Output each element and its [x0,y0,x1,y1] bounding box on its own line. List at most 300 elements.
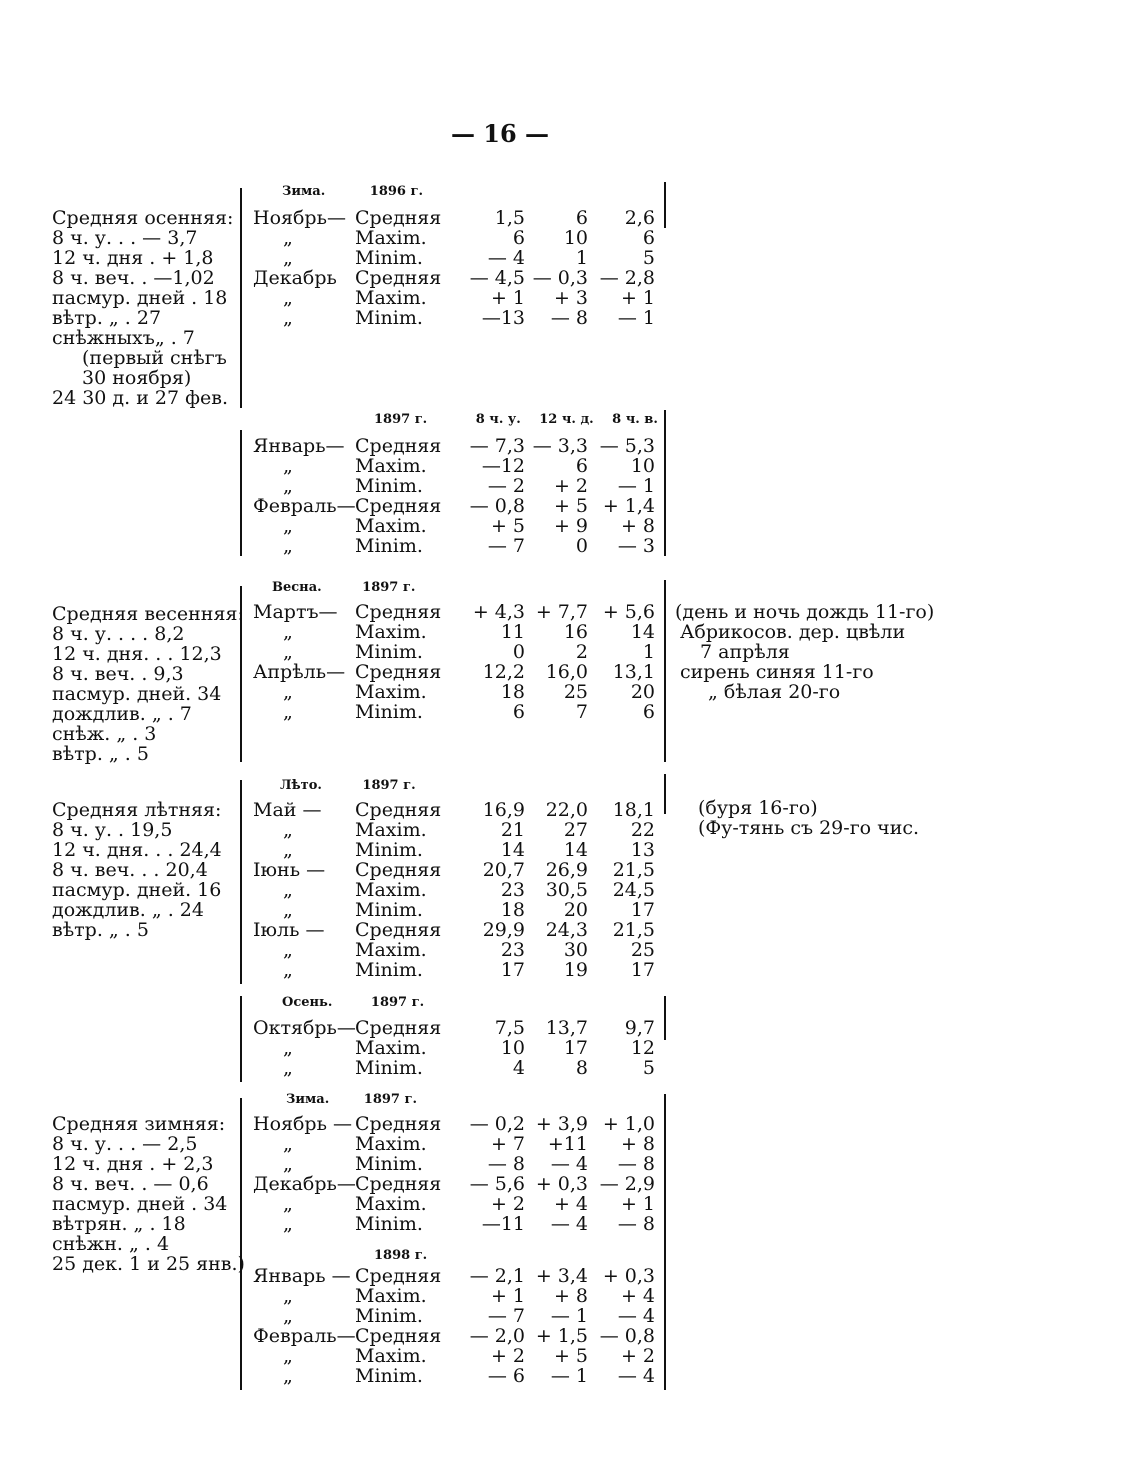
summer-note: (буря 16-го) [698,797,818,819]
noon-value: 7 [575,701,588,723]
summary-line: 25 дек. 1 и 25 янв.) [52,1253,245,1275]
evening-value: — 0,8 [599,1325,655,1347]
summary-line: 8 ч. у. . . . 8,2 [52,623,185,645]
evening-value: 14 [630,621,655,643]
month-cell: Февраль— [253,495,356,517]
noon-value: — 4 [550,1213,588,1235]
table-row [0,797,1140,821]
table-row [0,1154,1140,1174]
month-cell: „ [283,1193,293,1215]
month-cell: „ [283,701,293,723]
summary-line: снѣж. „ . 3 [52,723,157,745]
year-label: 1898 г. [374,1248,428,1263]
table-row [0,1366,1140,1386]
summary-line: дождлив. „ . 7 [52,703,192,725]
stat-cell: Средняя [355,267,442,289]
morning-value: + 2 [490,1345,525,1367]
morning-value: — 5,6 [469,1173,525,1195]
noon-value: 19 [563,959,588,981]
stat-cell: Средняя [355,207,442,229]
month-cell: Январь — [253,1265,351,1287]
noon-value: — 4 [550,1153,588,1175]
summary-line: 8 ч. веч. . 9,3 [52,663,184,685]
page-number: — 16 — [450,119,550,148]
morning-value: — 0,8 [469,495,525,517]
month-cell: Іюнь — [253,859,326,881]
stat-cell: Minim. [355,1057,423,1079]
morning-value: — 7,3 [469,435,525,457]
evening-value: + 1 [620,287,655,309]
noon-value: + 3,9 [535,1113,588,1135]
section-header [374,410,658,430]
table-row [0,288,1140,308]
month-cell: Май — [253,799,322,821]
morning-value: 21 [500,819,525,841]
morning-value: 23 [500,939,525,961]
stat-cell: Maxim. [355,1345,427,1367]
morning-value: — 2 [487,475,525,497]
morning-value: + 1 [490,1285,525,1307]
month-cell: „ [283,1133,293,1155]
stat-cell: Средняя [355,799,442,821]
stat-cell: Maxim. [355,819,427,841]
evening-value: — 2,9 [599,1173,655,1195]
noon-value: 16,0 [545,661,588,683]
summary-line: снѣжныхъ„ . 7 [52,327,195,349]
stat-cell: Maxim. [355,1133,427,1155]
section-header [282,993,424,1013]
stat-cell: Maxim. [355,287,427,309]
morning-value: 7,5 [494,1017,525,1039]
morning-value: —11 [481,1213,525,1235]
month-cell: Февраль— [253,1325,356,1347]
month-cell: „ [283,1305,293,1327]
summary-line: 12 ч. дня . + 2,3 [52,1153,214,1175]
summary-line: вѣтр. „ . 5 [52,743,149,765]
table-row [0,1194,1140,1214]
noon-value: — 1 [550,1365,588,1387]
morning-value: — 7 [487,535,525,557]
month-cell: Январь— [253,435,345,457]
noon-value: 2 [575,641,588,663]
morning-value: —12 [481,455,525,477]
table-row [0,1286,1140,1306]
month-cell: „ [283,939,293,961]
morning-value: — 6 [487,1365,525,1387]
morning-value: + 4,3 [472,601,525,623]
stat-cell: Minim. [355,1305,423,1327]
summary-line: 12 ч. дня . + 1,8 [52,247,214,269]
noon-value: + 0,3 [535,1173,588,1195]
spring-note: 7 апрѣля [700,641,790,663]
evening-value: + 1,0 [602,1113,655,1135]
summary-line: пасмур. дней . 34 [52,1193,228,1215]
evening-value: + 5,6 [602,601,655,623]
morning-value: + 5 [490,515,525,537]
month-cell: Апрѣль— [253,661,346,683]
column-header-evening: 8 ч. в. [612,412,658,427]
month-cell: „ [283,1153,293,1175]
table-row [0,248,1140,268]
month-cell: „ [283,227,293,249]
summary-line: Средняя весенняя: [52,603,244,625]
summer-note: (Фу-тянь съ 29-го чис. [698,817,920,839]
evening-value: — 1 [617,307,655,329]
evening-value: 18,1 [612,799,655,821]
table-row [0,880,1140,900]
evening-value: 10 [630,455,655,477]
stat-cell: Minim. [355,899,423,921]
evening-value: 22 [630,819,655,841]
month-cell: Декабрь— [253,1173,356,1195]
stat-cell: Minim. [355,307,423,329]
stat-cell: Maxim. [355,515,427,537]
morning-value: 1,5 [494,207,525,229]
table-row [0,621,1140,645]
table-row [0,456,1140,476]
summary-line: снѣжн. „ . 4 [52,1233,170,1255]
season-label: Осень. [282,995,333,1010]
table-row [0,208,1140,228]
table-row [0,1114,1140,1134]
evening-value: 24,5 [612,879,655,901]
noon-value: 22,0 [545,799,588,821]
table-row [0,308,1140,328]
evening-value: — 5,3 [599,435,655,457]
table-row [0,940,1140,960]
noon-value: +11 [547,1133,588,1155]
column-header-morning: 8 ч. у. [475,412,521,427]
morning-value: —13 [481,307,525,329]
noon-value: + 3,4 [535,1265,588,1287]
month-cell: „ [283,839,293,861]
spring-note: „ бѣлая 20-го [708,681,841,703]
section-header [280,776,416,796]
month-cell: „ [283,535,293,557]
noon-value: 0 [575,535,588,557]
month-cell: „ [283,515,293,537]
year-label: 1896 г. [369,184,423,199]
summary-line: Средняя зимняя: [52,1113,226,1135]
stat-cell: Средняя [355,859,442,881]
summary-line: вѣтрян. „ . 18 [52,1213,186,1235]
evening-value: + 0,3 [602,1265,655,1287]
stat-cell: Средняя [355,1173,442,1195]
evening-value: 21,5 [612,919,655,941]
month-cell: „ [283,879,293,901]
stat-cell: Maxim. [355,1037,427,1059]
table-row [0,1134,1140,1154]
morning-value: 16,9 [482,799,525,821]
noon-value: 6 [575,207,588,229]
spring-note: Абрикосов. дер. цвѣли [680,621,906,643]
table-row [0,536,1140,556]
evening-value: 6 [642,227,655,249]
column-header-noon: 12 ч. д. [539,412,594,427]
table-row [0,1326,1140,1346]
month-cell: „ [283,1365,293,1387]
noon-value: 26,9 [545,859,588,881]
evening-value: 5 [642,1057,655,1079]
noon-value: — 8 [550,307,588,329]
noon-value: 30 [563,939,588,961]
evening-value: + 4 [620,1285,655,1307]
summary-line: пасмур. дней . 18 [52,287,228,309]
noon-value: 27 [563,819,588,841]
month-cell: „ [283,1037,293,1059]
month-cell: Ноябрь — [253,1113,352,1135]
stat-cell: Средняя [355,601,442,623]
morning-value: 20,7 [482,859,525,881]
noon-value: + 1,5 [535,1325,588,1347]
table-row [0,1018,1140,1038]
table-row [0,1174,1140,1194]
morning-value: 18 [500,899,525,921]
evening-value: + 8 [620,515,655,537]
evening-value: 21,5 [612,859,655,881]
evening-value: 12 [630,1037,655,1059]
noon-value: 16 [563,621,588,643]
month-cell: Іюль — [253,919,325,941]
stat-cell: Minim. [355,1365,423,1387]
table-row [0,1038,1140,1058]
season-label: Весна. [272,580,322,595]
table-row [0,268,1140,288]
morning-value: 0 [512,641,525,663]
stat-cell: Maxim. [355,879,427,901]
morning-value: 18 [500,681,525,703]
stat-cell: Средняя [355,661,442,683]
summary-line: пасмур. дней. 16 [52,879,222,901]
morning-value: — 4 [487,247,525,269]
table-row [0,436,1140,456]
evening-value: 9,7 [624,1017,655,1039]
table-row [0,1214,1140,1234]
table-row [0,1058,1140,1078]
noon-value: + 8 [553,1285,588,1307]
summary-line: (первый снѣгъ [82,347,227,369]
table-row [0,1306,1140,1326]
noon-value: 14 [563,839,588,861]
month-cell: „ [283,899,293,921]
morning-value: + 7 [490,1133,525,1155]
morning-value: 10 [500,1037,525,1059]
year-label: 1897 г. [363,1092,417,1107]
evening-value: — 2,8 [599,267,655,289]
section-header [272,578,415,598]
morning-value: 6 [512,701,525,723]
table-row [0,641,1140,665]
month-cell: Октябрь— [253,1017,356,1039]
evening-value: 17 [630,959,655,981]
month-cell: „ [283,287,293,309]
evening-value: — 1 [617,475,655,497]
morning-value: — 7 [487,1305,525,1327]
noon-value: 13,7 [545,1017,588,1039]
morning-value: — 4,5 [469,267,525,289]
stat-cell: Minim. [355,1153,423,1175]
table-row [0,1266,1140,1286]
stat-cell: Minim. [355,641,423,663]
spring-note: сирень синяя 11-го [680,661,874,683]
morning-value: + 1 [490,287,525,309]
month-cell: „ [283,1345,293,1367]
evening-value: 20 [630,681,655,703]
table-row [0,1346,1140,1366]
morning-value: 23 [500,879,525,901]
month-cell: „ [283,681,293,703]
table-row [0,860,1140,880]
noon-value: + 9 [553,515,588,537]
summary-line: 24 30 д. и 27 фев. [52,387,228,409]
stat-cell: Minim. [355,535,423,557]
summary-line: дождлив. „ . 24 [52,899,204,921]
morning-value: 14 [500,839,525,861]
summary-line: 12 ч. дня. . . 24,4 [52,839,222,861]
table-row [0,960,1140,980]
year-label: 1897 г. [362,778,416,793]
table-row [0,661,1140,685]
month-cell: „ [283,1213,293,1235]
season-label: Зима. [282,184,326,199]
stat-cell: Maxim. [355,227,427,249]
evening-value: — 8 [617,1153,655,1175]
table-row [0,900,1140,920]
stat-cell: Maxim. [355,1193,427,1215]
morning-value: 11 [500,621,525,643]
evening-value: 17 [630,899,655,921]
noon-value: + 5 [553,495,588,517]
stat-cell: Средняя [355,435,442,457]
stat-cell: Средняя [355,495,442,517]
stat-cell: Средняя [355,1113,442,1135]
month-cell: „ [283,621,293,643]
morning-value: 4 [512,1057,525,1079]
morning-value: — 2,1 [469,1265,525,1287]
table-row [0,681,1140,705]
noon-value: 17 [563,1037,588,1059]
evening-value: 1 [642,641,655,663]
noon-value: — 1 [550,1305,588,1327]
noon-value: 25 [563,681,588,703]
spring-note: (день и ночь дождь 11-го) [675,601,935,623]
month-cell: „ [283,1057,293,1079]
noon-value: 10 [563,227,588,249]
summary-line: пасмур. дней. 34 [52,683,222,705]
stat-cell: Средняя [355,1325,442,1347]
month-cell: Мартъ— [253,601,338,623]
noon-value: + 3 [553,287,588,309]
evening-value: + 2 [620,1345,655,1367]
stat-cell: Minim. [355,959,423,981]
morning-value: 29,9 [482,919,525,941]
summary-line: 8 ч. веч. . —1,02 [52,267,215,289]
noon-value: + 4 [553,1193,588,1215]
evening-value: 13 [630,839,655,861]
summary-line: 8 ч. у. . . — 3,7 [52,227,198,249]
month-cell: „ [283,641,293,663]
table-row [0,476,1140,496]
noon-value: + 7,7 [535,601,588,623]
month-cell: „ [283,1285,293,1307]
stat-cell: Maxim. [355,621,427,643]
noon-value: 20 [563,899,588,921]
stat-cell: Minim. [355,1213,423,1235]
morning-value: — 8 [487,1153,525,1175]
table-row [0,496,1140,516]
noon-value: 1 [575,247,588,269]
table-row [0,701,1140,725]
table-row [0,601,1140,625]
month-cell: „ [283,455,293,477]
evening-value: — 4 [617,1365,655,1387]
year-label: 1897 г. [370,995,425,1010]
evening-value: 25 [630,939,655,961]
stat-cell: Maxim. [355,939,427,961]
season-label: Зима. [286,1092,330,1107]
evening-value: 6 [642,701,655,723]
table-row [0,817,1140,841]
stat-cell: Средняя [355,1017,442,1039]
evening-value: — 8 [617,1213,655,1235]
morning-value: — 2,0 [469,1325,525,1347]
morning-value: 12,2 [482,661,525,683]
summary-line: 8 ч. у. . . — 2,5 [52,1133,198,1155]
noon-value: 30,5 [545,879,588,901]
summary-line: вѣтр. „ . 27 [52,307,162,329]
morning-value: — 0,2 [469,1113,525,1135]
evening-value: — 3 [617,535,655,557]
year-label: 1897 г. [374,412,428,427]
summary-line: 8 ч. у. . 19,5 [52,819,173,841]
stat-cell: Minim. [355,701,423,723]
month-cell: „ [283,819,293,841]
noon-value: + 5 [553,1345,588,1367]
stat-cell: Maxim. [355,1285,427,1307]
noon-value: 8 [575,1057,588,1079]
evening-value: + 8 [620,1133,655,1155]
summary-line: 8 ч. веч. . . 20,4 [52,859,208,881]
evening-value: + 1 [620,1193,655,1215]
table-row [0,516,1140,536]
noon-value: 24,3 [545,919,588,941]
evening-value: + 1,4 [602,495,655,517]
morning-value: + 2 [490,1193,525,1215]
section-header [286,1090,417,1110]
season-label: Лѣто. [280,778,322,793]
table-row [0,920,1140,940]
month-cell: Ноябрь— [253,207,346,229]
evening-value: 2,6 [624,207,655,229]
stat-cell: Maxim. [355,455,427,477]
summary-line: 30 ноября) [82,367,192,389]
month-cell: „ [283,475,293,497]
stat-cell: Средняя [355,1265,442,1287]
noon-value: + 2 [553,475,588,497]
month-cell: „ [283,307,293,329]
stat-cell: Minim. [355,475,423,497]
stat-cell: Minim. [355,247,423,269]
month-cell: „ [283,247,293,269]
stat-cell: Minim. [355,839,423,861]
table-row [0,840,1140,860]
stat-cell: Средняя [355,919,442,941]
evening-value: — 4 [617,1305,655,1327]
stat-cell: Maxim. [355,681,427,703]
noon-value: 6 [575,455,588,477]
summary-line: Средняя осенняя: [52,207,234,229]
section-header [374,1246,427,1266]
